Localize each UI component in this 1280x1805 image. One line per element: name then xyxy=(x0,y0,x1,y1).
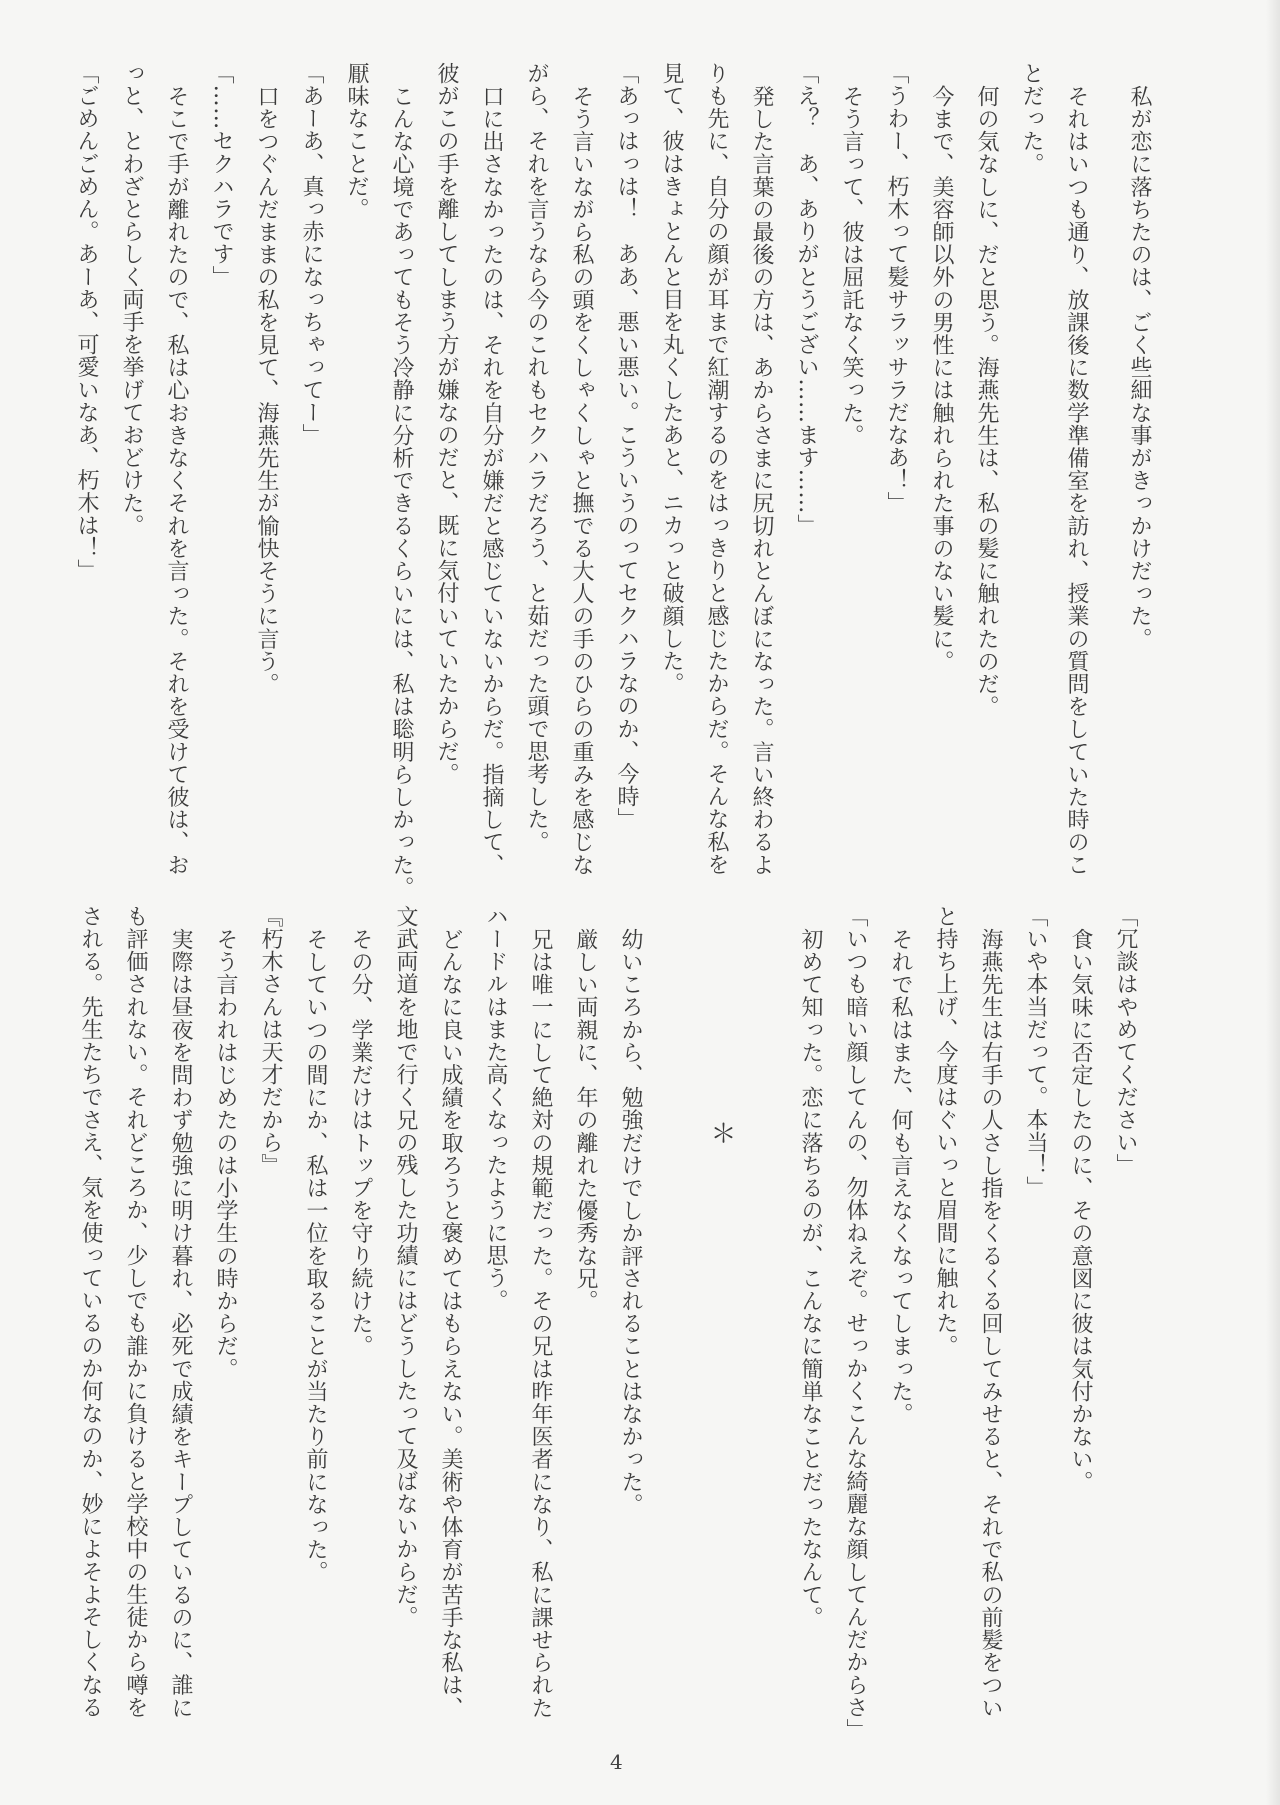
text-line: も評価されない。それどころか、少しでも誰かに負けると学校中の生徒から噂を xyxy=(123,905,148,1719)
text-line: とだった。 xyxy=(1019,62,1044,175)
text-line: 幼いころから、勉強だけでしか評されることはなかった。 xyxy=(618,928,643,1516)
text-line: それはいつも通り、放課後に数学準備室を訪れ、授業の質問をしていた時のこ xyxy=(1064,85,1089,876)
text-line: 「いや本当だって。本当！」 xyxy=(1023,905,1048,1199)
text-line: 厳しい両親に、年の離れた優秀な兄。 xyxy=(573,928,598,1313)
text-line: 発した言葉の最後の方は、あからさまに尻切れとんぼになった。言い終わるよ xyxy=(749,85,774,876)
page-number: 4 xyxy=(610,1750,623,1774)
text-line: ハードルはまた高くなったように思う。 xyxy=(483,905,508,1312)
blank-line xyxy=(743,905,788,1725)
text-line: 今まで、美容師以外の男性には触れられた事のない髪に。 xyxy=(929,85,954,673)
text-line: それで私はまた、何も言えなくなってしまった。 xyxy=(888,928,913,1426)
text-line: そこで手が離れたので、私は心おきなくそれを言った。それを受けて彼は、お xyxy=(164,85,189,876)
text-line: 見て、彼はきょとんと目を丸くしたあと、ニカっと破顔した。 xyxy=(659,62,684,695)
text-line: 海燕先生は右手の人さし指をくるくる回してみせると、それで私の前髪をつい xyxy=(978,928,1003,1719)
text-line: 何の気なしに、だと思う。海燕先生は、私の髪に触れたのだ。 xyxy=(974,85,999,718)
text-line: っと、とわざとらしく両手を挙げておどけた。 xyxy=(119,62,144,537)
text-line: 私が恋に落ちたのは、ごく些細な事がきっかけだった。 xyxy=(1127,85,1152,650)
text-line: 食い気味に否定したのに、その意図に彼は気付かない。 xyxy=(1068,928,1093,1493)
text-line: どんなに良い成績を取ろうと褒めてはもらえない。美術や体育が苦手な私は、 xyxy=(438,928,463,1719)
text-line: そう言われはじめたのは小学生の時からだ。 xyxy=(213,928,238,1380)
text-line: 口をつぐんだままの私を見て、海燕先生が愉快そうに言う。 xyxy=(254,85,279,696)
text-line: 「あっはっは！ ああ、悪い悪い。こういうのってセクハラなのか、今時」 xyxy=(614,62,639,831)
text-line: 実際は昼夜を問わず勉強に明け暮れ、必死で成績をキープしているのに、誰に xyxy=(168,928,193,1719)
text-line: 厭味なことだ。 xyxy=(344,62,369,221)
text-line: そしていつの間にか、私は一位を取ることが当たり前になった。 xyxy=(303,928,328,1584)
text-line: 「え？ あ、ありがとうござい……ます……」 xyxy=(794,62,819,537)
text-line: 文武両道を地で行く兄の残した功績にはどうしたって及ばないからだ。 xyxy=(393,905,418,1629)
text-line: 「いつも暗い顔してんの、勿体ねえぞ。せっかくこんな綺麗な顔してんだからさ」 xyxy=(843,905,868,1742)
text-line: 兄は唯一にして絶対の規範だった。その兄は昨年医者になり、私に課せられた xyxy=(528,928,553,1719)
upper-text-block xyxy=(64,62,1162,899)
section-break-asterisk: ＊ xyxy=(706,1120,736,1147)
text-line: 「あーあ、真っ赤になっちゃってー」 xyxy=(299,62,324,447)
text-line: 「うわー、朽木って髪サラッサラだなあ！」 xyxy=(884,62,909,514)
text-line: 初めて知った。恋に落ちるのが、こんなに簡単なことだったなんて。 xyxy=(798,928,823,1629)
text-line: その分、学業だけはトップを守り続けた。 xyxy=(348,928,373,1358)
text-line: がら、それを言うなら今のこれもセクハラだろう、と茹だった頭で思考した。 xyxy=(524,62,549,853)
text-line: される。先生たちでさえ、気を使っているのか何なのか、妙によそよそしくなる xyxy=(78,905,103,1719)
page-edge-shadow xyxy=(1266,0,1280,1805)
text-line: 『朽木さんは天才だから』 xyxy=(258,905,283,1177)
text-line: と持ち上げ、今度はぐいっと眉間に触れた。 xyxy=(933,905,958,1357)
text-line: こんな心境であってもそう冷静に分析できるくらいには、私は聡明らしかった。 xyxy=(389,85,414,899)
blank-line xyxy=(653,905,698,1725)
text-line: そう言って、彼は屈託なく笑った。 xyxy=(839,85,864,447)
text-line: 口に出さなかったのは、それを自分が嫌だと感じていないからだ。指摘して、 xyxy=(479,85,504,876)
text-line: 「……セクハラです」 xyxy=(209,62,234,288)
text-line: そう言いながら私の頭をくしゃくしゃと撫でる大人の手のひらの重みを感じな xyxy=(569,85,594,876)
text-line: りも先に、自分の顔が耳まで紅潮するのをはっきりと感じたからだ。そんな私を xyxy=(704,62,729,876)
text-line: 彼がこの手を離してしまう方が嫌なのだと、既に気付いていたからだ。 xyxy=(434,62,459,786)
lower-text-block xyxy=(68,905,1148,1742)
text-line: 「ごめんごめん。あーあ、可愛いなあ、朽木は！」 xyxy=(74,62,99,582)
text-line: 「冗談はやめてください」 xyxy=(1113,905,1138,1177)
